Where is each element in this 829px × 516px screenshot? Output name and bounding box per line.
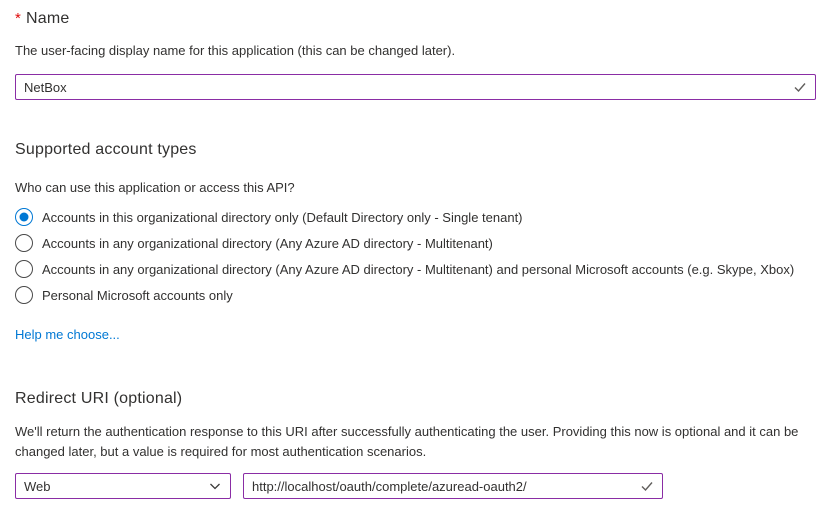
name-description: The user-facing display name for this application (this can be changed later). — [15, 43, 456, 58]
required-asterisk: * — [15, 10, 22, 27]
radio-option-label: Accounts in this organizational directory only (Default Directory only - Single tenant) — [42, 209, 523, 225]
checkmark-icon — [640, 479, 654, 493]
account-types-radio-group — [15, 204, 794, 308]
account-types-title: Supported account types — [15, 141, 197, 158]
radio-unselected-icon — [15, 260, 33, 278]
radio-option-multitenant[interactable] — [15, 230, 794, 256]
chevron-down-icon — [208, 479, 222, 493]
name-input[interactable] — [16, 75, 793, 99]
account-types-question: Who can use this application or access this API? — [15, 180, 295, 195]
platform-select[interactable] — [15, 473, 231, 499]
redirect-uri-title: Redirect URI (optional) — [15, 390, 183, 407]
radio-unselected-icon — [15, 234, 33, 252]
redirect-uri-input[interactable] — [244, 474, 640, 498]
radio-option-label: Accounts in any organizational directory (Any Azure AD directory - Multitenant) and personal Microsoft accounts (e.g. Skype, Xbox) — [42, 261, 795, 277]
checkmark-icon — [793, 80, 807, 94]
name-label: Name — [26, 10, 70, 27]
name-field-container — [15, 74, 816, 100]
radio-option-multitenant-personal[interactable] — [15, 256, 794, 282]
radio-option-label: Accounts in any organizational directory (Any Azure AD directory - Multitenant) — [42, 235, 493, 251]
redirect-uri-description: We'll return the authentication response to this URI after successfully authenticating the user. Providing this now is optional and it can be changed later, but a value is required for most authentication scenarios. — [15, 424, 799, 459]
redirect-uri-field-container — [243, 473, 663, 499]
radio-option-label: Personal Microsoft accounts only — [42, 287, 233, 303]
redirect-uri-row — [15, 473, 663, 499]
radio-option-single-tenant[interactable] — [15, 204, 794, 230]
help-me-choose-link[interactable]: Help me choose... — [15, 327, 120, 342]
radio-selected-icon — [15, 208, 33, 226]
name-section-title — [15, 10, 70, 28]
platform-select-value: Web — [24, 478, 51, 494]
radio-option-personal-only[interactable] — [15, 282, 794, 308]
radio-unselected-icon — [15, 286, 33, 304]
